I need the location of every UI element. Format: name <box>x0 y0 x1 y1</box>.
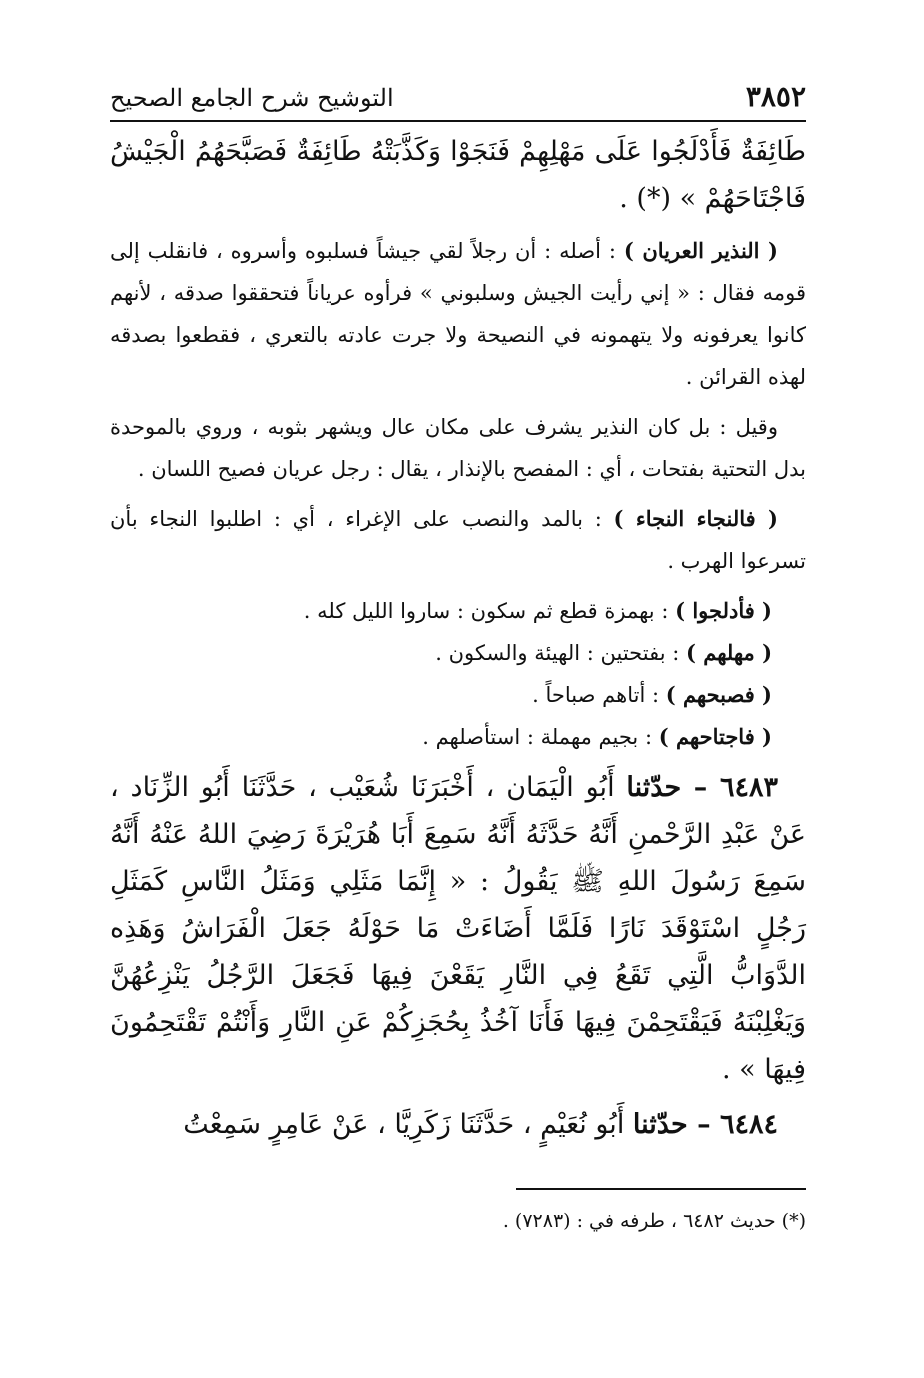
term-line-1 <box>110 590 806 632</box>
term-line-2 <box>110 632 806 674</box>
term-list <box>110 590 806 758</box>
commentary-text: : أصله : أن رجلاً لقي جيشاً فسلبوه وأسروه ، فانقلب إلى قومه فقال : « إني رأيت الجيش وسلبوني » فرأوه عرياناً فتحققوا صدقه ، لأنهم كانوا يعرفونه ولا يتهمونه في النصيحة ولا جرت عادته بالتعري ، فقطعوا بصدقه لهذه القرائن . <box>110 239 806 389</box>
document-page <box>110 78 806 1257</box>
commentary-text: : بالمد والنصب على الإغراء ، أي : اطلبوا النجاء بأن تسرعوا الهرب . <box>110 507 806 573</box>
hadith-text: أَبُو الْيَمَان ، أَخْبَرَنَا شُعَيْب ، حَدَّثَنَا أَبُو الزِّنَاد ، عَنْ عَبْدِ الرَّحْمنِ أَنَّهُ حَدَّثَهُ أَنَّهُ سَمِعَ أَبَا هُرَيْرَةَ رَضِيَ اللهُ عَنْهُ أَنَّهُ سَمِعَ رَسُولَ اللهِ ﷺ يَقُولُ : « إِنَّمَا مَثَلِي وَمَثَلُ النَّاسِ كَمَثَلِ رَجُلٍ اسْتَوْقَدَ نَارًا فَلَمَّا أَضَاءَتْ مَا حَوْلَهُ جَعَلَ الْفَرَاشُ وَهَذِه الدَّوَابُّ الَّتِي تَقَعُ فِي النَّارِ يَقَعْنَ فِيهَا فَجَعَلَ الرَّجُلُ يَنْزِعُهُنَّ وَيَغْلِبْنَهُ فَيَقْتَحِمْنَ فِيهَا فَأَنَا آخُذُ بِحُجَزِكُمْ عَنِ النَّارِ وَأَنْتُمْ تَقْتَحِمُونَ فِيهَا » . <box>110 772 806 1085</box>
term-word: ( فصبحهم ) <box>665 682 772 707</box>
hadith-6484 <box>110 1101 806 1148</box>
commentary-term: ( فالنجاء النجاء ) <box>613 506 778 531</box>
page-body <box>110 128 806 1148</box>
term-gloss: : بفتحتين : الهيئة والسكون . <box>435 641 686 665</box>
footnote-divider <box>516 1188 806 1190</box>
term-word: ( فاجتاحهم ) <box>658 724 772 749</box>
commentary-paragraph-2 <box>110 406 806 490</box>
hadith-number: ٦٤٨٤ – حدّثنا <box>632 1109 778 1140</box>
term-word: ( مهلهم ) <box>685 640 772 665</box>
term-line-4 <box>110 716 806 758</box>
page-number: ٣٨٥٢ <box>745 80 806 113</box>
term-gloss: : بهمزة قطع ثم سكون : ساروا الليل كله . <box>303 599 676 623</box>
hadith-continuation-text: طَائِفَةٌ فَأَدْلَجُوا عَلَى مَهْلِهِمْ فَنَجَوْا وَكَذَّبَتْهُ طَائِفَةٌ فَصَبَّحَهُمُ الْجَيْشُ فَاجْتَاحَهُمْ » (*) . <box>110 136 806 214</box>
footnote-area <box>110 1188 806 1238</box>
term-gloss: : أتاهم صباحاً . <box>532 683 666 707</box>
commentary-term: ( النذير العريان ) <box>623 238 778 263</box>
hadith-continuation <box>110 128 806 222</box>
term-word: ( فأدلجوا ) <box>675 598 772 623</box>
page-header <box>110 78 806 122</box>
running-title: التوشيح شرح الجامع الصحيح <box>110 84 394 112</box>
footnote <box>110 1204 806 1238</box>
hadith-number: ٦٤٨٣ – حدّثنا <box>626 772 778 803</box>
commentary-text: وقيل : بل كان النذير يشرف على مكان عال ويشهر بثوبه ، وروي بالموحدة بدل التحتية بفتحات ، أي : المفصح بالإنذار ، يقال : رجل عريان فصيح اللسان . <box>110 415 806 481</box>
hadith-6483 <box>110 764 806 1093</box>
term-gloss: : بجيم مهملة : استأصلهم . <box>422 725 659 749</box>
commentary-paragraph-1 <box>110 230 806 398</box>
term-line-3 <box>110 674 806 716</box>
commentary-paragraph-3 <box>110 498 806 582</box>
hadith-text: أَبُو نُعَيْمٍ ، حَدَّثَنَا زَكَرِيَّا ، عَنْ عَامِرٍ سَمِعْتُ <box>183 1109 633 1140</box>
footnote-text: (*) حديث ٦٤٨٢ ، طرفه في : (٧٢٨٣) . <box>502 1210 806 1232</box>
